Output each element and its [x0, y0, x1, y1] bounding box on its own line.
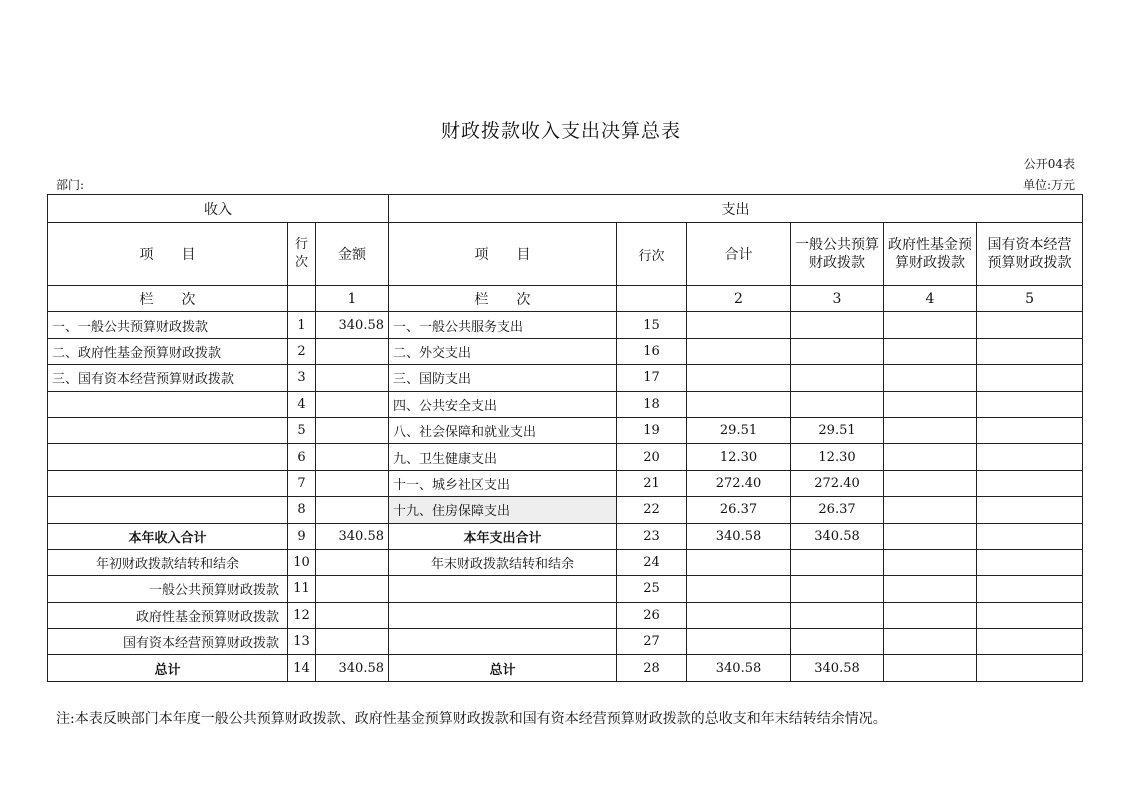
table-row — [48, 497, 1083, 523]
expense-section-header: 支出 — [389, 195, 1083, 223]
income-amount — [316, 602, 389, 628]
income-item: 二、政府性基金预算财政拨款 — [48, 338, 288, 364]
income-item: 一、一般公共预算财政拨款 — [48, 312, 288, 338]
general-budget-amount — [791, 602, 884, 628]
income-line-no: 4 — [288, 391, 316, 417]
general-budget-amount — [791, 576, 884, 602]
income-section-header: 收入 — [48, 195, 389, 223]
table-row — [48, 365, 1083, 391]
expense-total — [687, 629, 791, 655]
income-line-no-header: 行次 — [288, 223, 316, 286]
income-amount — [316, 417, 389, 443]
expense-line-no: 22 — [617, 497, 687, 523]
table-row — [48, 549, 1083, 575]
state-capital-amount — [977, 391, 1083, 417]
column-row-label-expense: 栏 次 — [389, 286, 617, 312]
table-row — [48, 391, 1083, 417]
state-capital-amount — [977, 365, 1083, 391]
income-line-no: 13 — [288, 629, 316, 655]
column-number-5: 5 — [977, 286, 1083, 312]
expense-item: 十一、城乡社区支出 — [389, 470, 617, 496]
income-line-no: 11 — [288, 576, 316, 602]
expense-total — [687, 312, 791, 338]
header-row-sections — [48, 195, 1083, 223]
expense-line-no: 15 — [617, 312, 687, 338]
gov-fund-header: 政府性基金预算财政拨款 — [884, 223, 977, 286]
gov-fund-amount — [884, 629, 977, 655]
table-row — [48, 338, 1083, 364]
page-title: 财政拨款收入支出决算总表 — [440, 120, 681, 142]
income-amount — [316, 338, 389, 364]
income-line-no: 8 — [288, 497, 316, 523]
state-capital-amount — [977, 444, 1083, 470]
expense-total — [687, 602, 791, 628]
table-row — [48, 602, 1083, 628]
expense-total: 272.40 — [687, 470, 791, 496]
footnote: 注:本表反映部门本年度一般公共预算财政拨款、政府性基金预算财政拨款和国有资本经营预算财政拨款的总收支和年末结转结余情况。 — [56, 711, 887, 727]
income-line-no: 14 — [288, 655, 316, 681]
expense-total: 12.30 — [687, 444, 791, 470]
expense-line-no: 16 — [617, 338, 687, 364]
table-row — [48, 444, 1083, 470]
income-amount — [316, 444, 389, 470]
table-row — [48, 576, 1083, 602]
department-label: 部门: — [56, 178, 85, 192]
expense-item-header: 项 目 — [389, 223, 617, 286]
expense-item: 四、公共安全支出 — [389, 391, 617, 417]
state-capital-amount — [977, 497, 1083, 523]
state-capital-amount — [977, 629, 1083, 655]
general-budget-amount: 272.40 — [791, 470, 884, 496]
expense-line-no: 25 — [617, 576, 687, 602]
table-row — [48, 417, 1083, 443]
expense-line-no: 17 — [617, 365, 687, 391]
income-line-no: 7 — [288, 470, 316, 496]
gov-fund-amount — [884, 417, 977, 443]
gov-fund-amount — [884, 338, 977, 364]
column-number-1: 1 — [316, 286, 389, 312]
income-amount — [316, 629, 389, 655]
income-amount: 340.58 — [316, 312, 389, 338]
income-line-no: 6 — [288, 444, 316, 470]
expense-item: 十九、住房保障支出 — [389, 497, 617, 523]
gov-fund-amount — [884, 391, 977, 417]
general-budget-amount: 340.58 — [791, 655, 884, 681]
expense-item: 本年支出合计 — [389, 523, 617, 549]
expense-item: 一、一般公共服务支出 — [389, 312, 617, 338]
income-item — [48, 470, 288, 496]
income-item-header: 项 目 — [48, 223, 288, 286]
income-item: 三、国有资本经营预算财政拨款 — [48, 365, 288, 391]
table-row — [48, 312, 1083, 338]
expense-line-no: 18 — [617, 391, 687, 417]
state-capital-amount — [977, 470, 1083, 496]
income-item — [48, 417, 288, 443]
table-row — [48, 470, 1083, 496]
general-budget-amount: 12.30 — [791, 444, 884, 470]
empty-cell — [288, 286, 316, 312]
income-amount — [316, 391, 389, 417]
income-item: 国有资本经营预算财政拨款 — [48, 629, 288, 655]
expense-line-no: 24 — [617, 549, 687, 575]
expense-item: 二、外交支出 — [389, 338, 617, 364]
income-line-no: 10 — [288, 549, 316, 575]
expense-total — [687, 576, 791, 602]
income-amount — [316, 576, 389, 602]
state-capital-amount — [977, 338, 1083, 364]
income-amount: 340.58 — [316, 523, 389, 549]
income-line-no: 12 — [288, 602, 316, 628]
general-budget-amount — [791, 391, 884, 417]
gov-fund-amount — [884, 523, 977, 549]
general-budget-amount: 26.37 — [791, 497, 884, 523]
column-number-2: 2 — [687, 286, 791, 312]
income-item: 政府性基金预算财政拨款 — [48, 602, 288, 628]
header-row-columns — [48, 223, 1083, 286]
general-budget-amount — [791, 549, 884, 575]
gov-fund-amount — [884, 576, 977, 602]
income-item: 本年收入合计 — [48, 523, 288, 549]
general-budget-amount — [791, 629, 884, 655]
expense-line-no: 19 — [617, 417, 687, 443]
expense-item: 总计 — [389, 655, 617, 681]
expense-total — [687, 365, 791, 391]
income-line-no: 9 — [288, 523, 316, 549]
state-capital-amount — [977, 576, 1083, 602]
general-budget-amount: 29.51 — [791, 417, 884, 443]
gov-fund-amount — [884, 312, 977, 338]
expense-total: 26.37 — [687, 497, 791, 523]
gov-fund-amount — [884, 497, 977, 523]
expense-total — [687, 549, 791, 575]
income-item: 年初财政拨款结转和结余 — [48, 549, 288, 575]
expense-line-no: 23 — [617, 523, 687, 549]
header-row-column-numbers — [48, 286, 1083, 312]
table-row — [48, 523, 1083, 549]
expense-line-no: 20 — [617, 444, 687, 470]
gov-fund-amount — [884, 444, 977, 470]
expense-item: 年末财政拨款结转和结余 — [389, 549, 617, 575]
state-capital-amount — [977, 523, 1083, 549]
column-number-3: 3 — [791, 286, 884, 312]
expense-line-no: 21 — [617, 470, 687, 496]
expense-item — [389, 629, 617, 655]
general-budget-amount — [791, 365, 884, 391]
expense-total: 340.58 — [687, 523, 791, 549]
general-budget-amount — [791, 312, 884, 338]
gov-fund-amount — [884, 602, 977, 628]
gov-fund-amount — [884, 365, 977, 391]
expense-item: 九、卫生健康支出 — [389, 444, 617, 470]
state-capital-amount — [977, 602, 1083, 628]
income-amount: 340.58 — [316, 655, 389, 681]
unit-label: 单位:万元 — [1022, 178, 1075, 192]
income-line-no: 1 — [288, 312, 316, 338]
income-item: 总计 — [48, 655, 288, 681]
expense-item: 三、国防支出 — [389, 365, 617, 391]
income-line-no: 5 — [288, 417, 316, 443]
expense-total: 340.58 — [687, 655, 791, 681]
income-line-no: 3 — [288, 365, 316, 391]
empty-cell — [617, 286, 687, 312]
gov-fund-amount — [884, 655, 977, 681]
income-item — [48, 497, 288, 523]
expense-line-no: 26 — [617, 602, 687, 628]
general-budget-amount: 340.58 — [791, 523, 884, 549]
amount-header: 金额 — [316, 223, 389, 286]
income-amount — [316, 470, 389, 496]
table-row — [48, 655, 1083, 681]
state-capital-amount — [977, 655, 1083, 681]
income-line-no: 2 — [288, 338, 316, 364]
general-budget-amount — [791, 338, 884, 364]
table-row — [48, 629, 1083, 655]
general-budget-header: 一般公共预算财政拨款 — [791, 223, 884, 286]
column-number-4: 4 — [884, 286, 977, 312]
state-capital-header: 国有资本经营预算财政拨款 — [977, 223, 1083, 286]
expense-line-no-header: 行次 — [617, 223, 687, 286]
expense-item — [389, 602, 617, 628]
budget-table — [47, 194, 1083, 682]
expense-total: 29.51 — [687, 417, 791, 443]
state-capital-amount — [977, 312, 1083, 338]
income-amount — [316, 497, 389, 523]
income-amount — [316, 549, 389, 575]
income-item — [48, 444, 288, 470]
gov-fund-amount — [884, 549, 977, 575]
expense-item — [389, 576, 617, 602]
state-capital-amount — [977, 417, 1083, 443]
expense-total — [687, 391, 791, 417]
expense-item: 八、社会保障和就业支出 — [389, 417, 617, 443]
income-item: 一般公共预算财政拨款 — [48, 576, 288, 602]
expense-line-no: 27 — [617, 629, 687, 655]
gov-fund-amount — [884, 470, 977, 496]
state-capital-amount — [977, 549, 1083, 575]
total-header: 合计 — [687, 223, 791, 286]
expense-total — [687, 338, 791, 364]
income-item — [48, 391, 288, 417]
income-amount — [316, 365, 389, 391]
column-row-label: 栏 次 — [48, 286, 288, 312]
form-number: 公开04表 — [1023, 157, 1075, 171]
expense-line-no: 28 — [617, 655, 687, 681]
